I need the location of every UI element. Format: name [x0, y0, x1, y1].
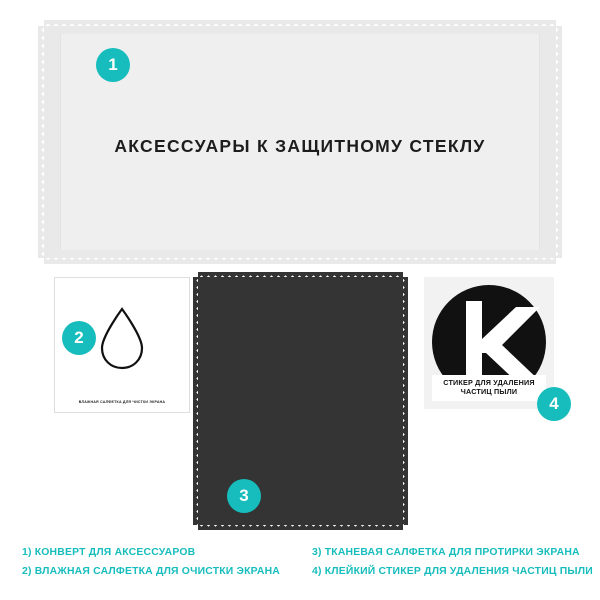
- sticker-label: [432, 375, 546, 401]
- legend: [22, 543, 593, 582]
- sticker-label-line-2: ЧАСТИЦ ПЫЛИ: [460, 387, 518, 397]
- envelope-zigzag-top-edge: [44, 20, 556, 27]
- envelope-zigzag-right-edge: [555, 26, 562, 258]
- envelope-zigzag-bottom-edge: [44, 257, 556, 264]
- callout-badge-1: 1: [96, 48, 130, 82]
- cloth-zigzag-left-edge: [193, 277, 199, 525]
- cloth-zigzag-bottom-edge: [198, 524, 403, 530]
- wet-wipe-caption: ВЛАЖНАЯ САЛФЕТКА ДЛЯ ЧИСТКИ ЭКРАНА: [78, 400, 166, 404]
- legend-column-left: [22, 543, 280, 582]
- dust-removal-sticker: [424, 277, 554, 409]
- water-drop-icon: [96, 306, 148, 377]
- callout-badge-2: 2: [62, 321, 96, 355]
- envelope-title: АКСЕССУАРЫ К ЗАЩИТНОМУ СТЕКЛУ: [114, 136, 486, 156]
- callout-badge-4: 4: [537, 387, 571, 421]
- cloth-zigzag-top-edge: [198, 272, 403, 278]
- callout-badge-3: 3: [227, 479, 261, 513]
- legend-item-1: 1) КОНВЕРТ ДЛЯ АКСЕССУАРОВ: [22, 547, 196, 558]
- sticker-label-line-1: СТИКЕР ДЛЯ УДАЛЕНИЯ: [443, 377, 535, 387]
- legend-item-4: 4) КЛЕЙКИЙ СТИКЕР ДЛЯ УДАЛЕНИЯ ЧАСТИЦ ПЫЛИ: [312, 566, 593, 578]
- legend-item-2: 2) ВЛАЖНАЯ САЛФЕТКА ДЛЯ ОЧИСТКИ ЭКРАНА: [22, 566, 281, 578]
- legend-column-right: [280, 543, 593, 582]
- cloth-zigzag-right-edge: [402, 277, 408, 525]
- legend-item-3: 3) ТКАНЕВАЯ САЛФЕТКА ДЛЯ ПРОТИРКИ ЭКРАНА: [312, 547, 580, 558]
